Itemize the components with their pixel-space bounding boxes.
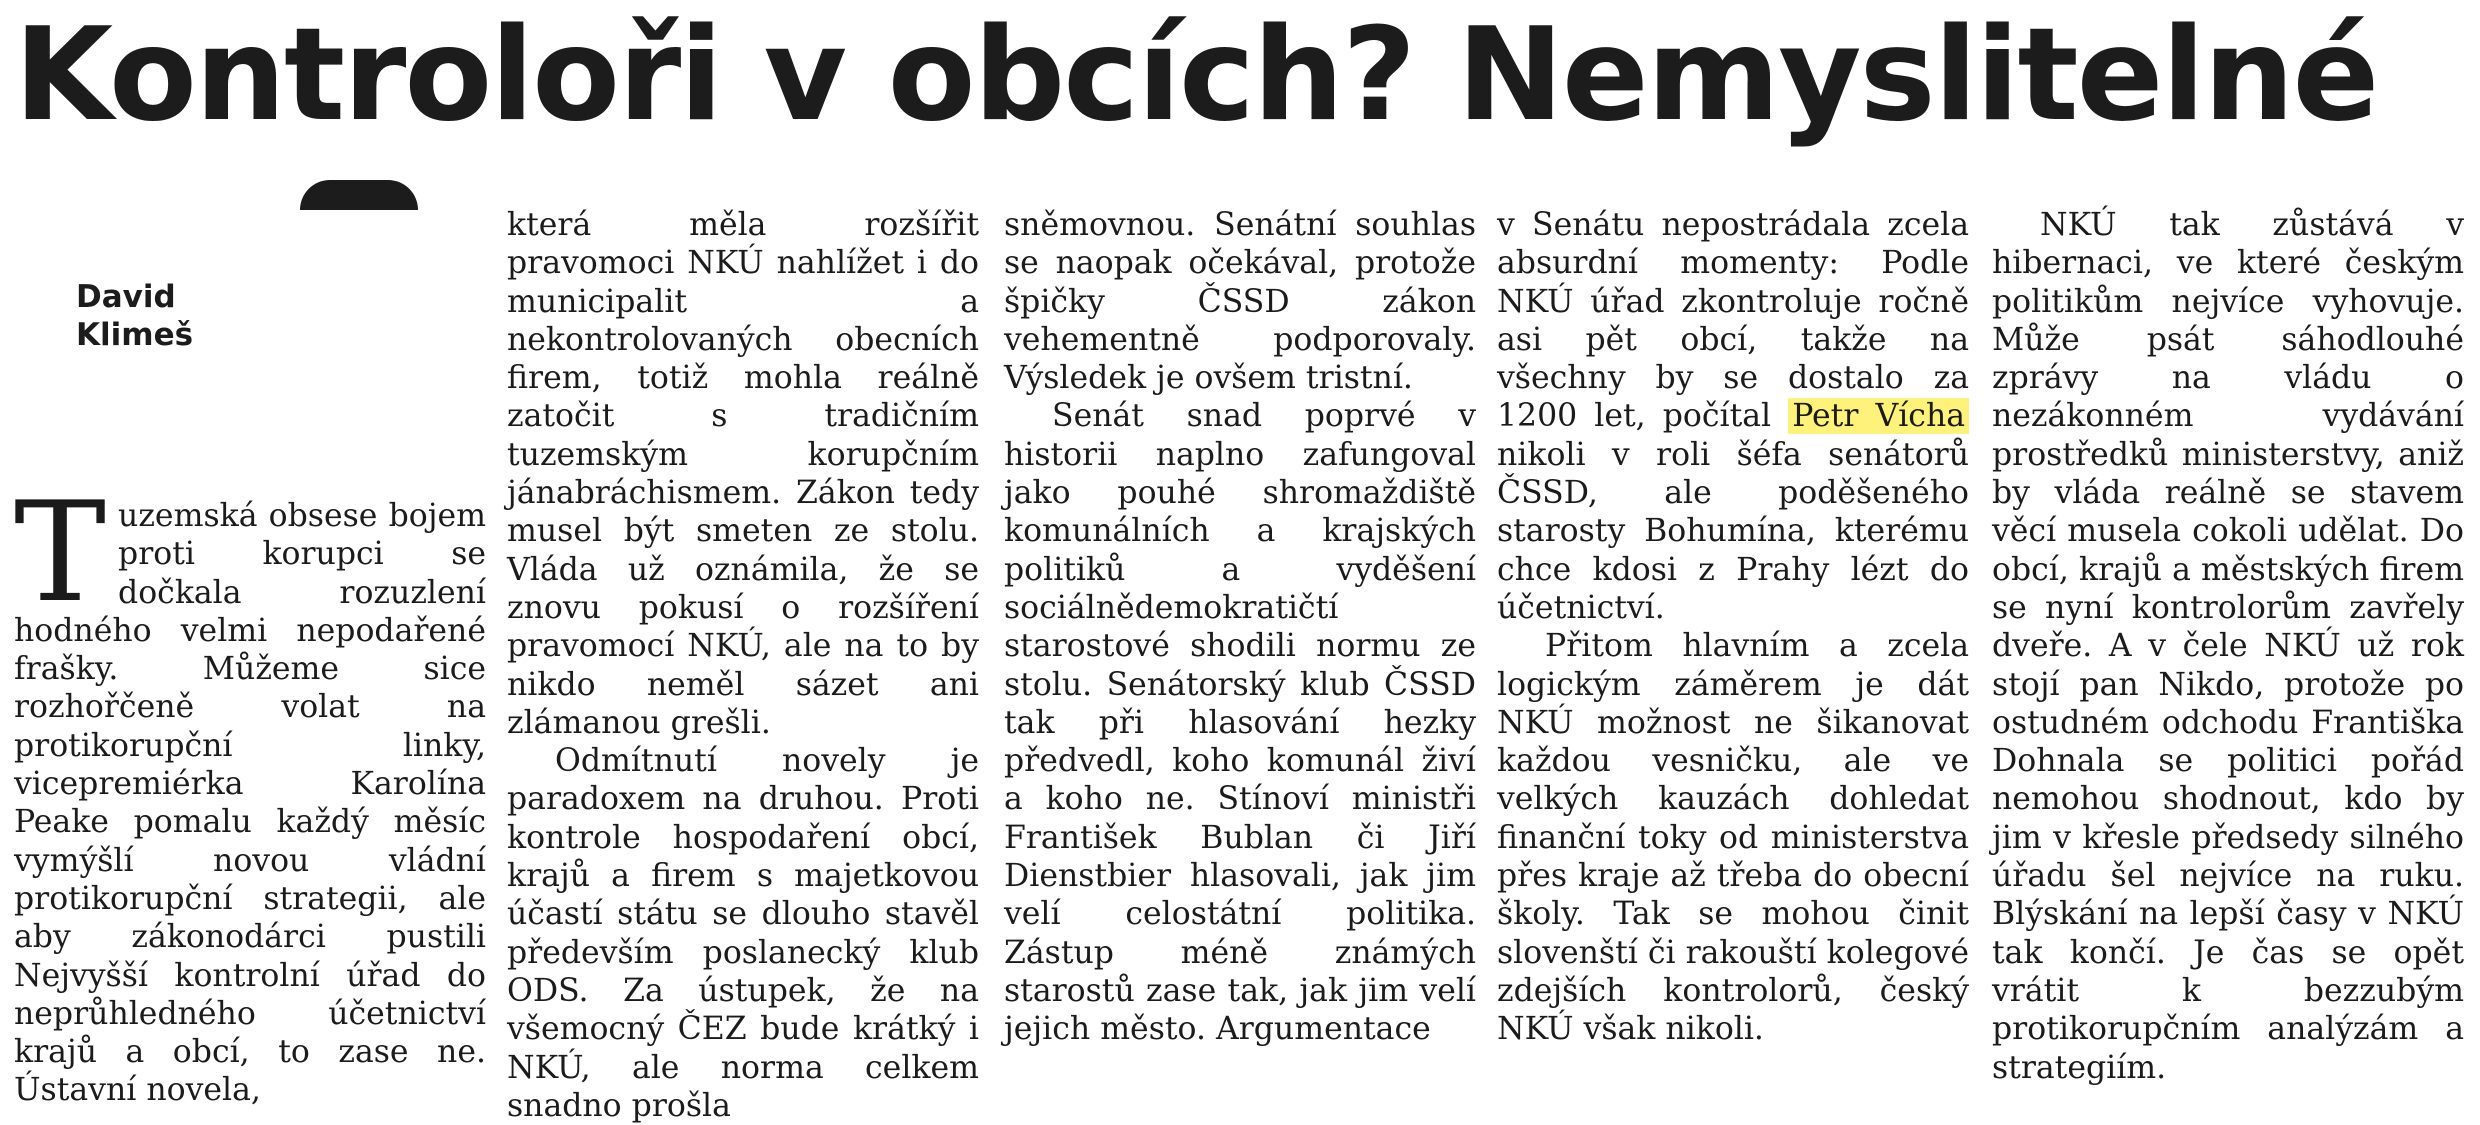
author-first-name: David xyxy=(76,279,176,315)
paragraph-text: nikoli v roli šéfa senátorů ČSSD, ale poděšeného starosty Bohumína, kterému chce kdosi z Prahy lézt do účetnictví. xyxy=(1497,436,1969,626)
author-byline xyxy=(76,278,296,354)
paragraph: Odmítnutí novely je paradoxem na druhou. Proti kontrole hospodaření obcí, krajů a firem s majetkovou účastí státu se dlouho stavěl především poslanecký klub ODS. Za ústupek, že na všemocný ČEZ bude krátký i NKÚ, ale norma celkem snadno prošla xyxy=(507,743,979,1124)
headline: Kontroloři v obcích? Nemyslitelné xyxy=(14,1,2378,150)
paragraph xyxy=(1497,206,1969,627)
headline-ornament xyxy=(300,180,418,210)
drop-cap: T xyxy=(14,472,107,633)
paragraph: NKÚ tak zůstává v hibernaci, ve které českým politikům nejvíce vyhovuje. Může psát sáhodlouhé zprávy na vládu o nezákonném vydávání prostředků ministerstvy, aniž by vláda reálně se stavem věcí musela cokoli udělat. Do obcí, krajů a městských firem se nyní kontrolorům zavřely dveře. A v čele NKÚ už rok stojí pan Nikdo, protože po ostudném odchodu Františka Dohnala se politici pořád nemohou shodnout, kdo by jim v křesle předsedy silného úřadu šel nejvíce na ruku. Blýskání na lepší časy v NKÚ tak končí. Je čas se opět vrátit k bezzubým protikorupčním analýzám a strategiím. xyxy=(1992,207,2464,1086)
article-column-3 xyxy=(1004,206,1476,1049)
paragraph: sněmovnou. Senátní souhlas se naopak očekával, protože špičky ČSSD zákon vehementně podporovaly. Výsledek je ovšem tristní. xyxy=(1004,207,1476,397)
author-last-name: Klimeš xyxy=(76,317,194,353)
paragraph xyxy=(14,472,486,1110)
paragraph: která měla rozšířit pravomoci NKÚ nahlížet i do municipalit a nekontrolovaných obecních firem, totiž mohla reálně zatočit s tradičním tuzemským korupčním jánabráchismem. Zákon tedy musel být smeten ze stolu. Vláda už oznámila, že se znovu pokusí o rozšíření pravomocí NKÚ, ale na to by nikdo neměl sázet ani zlámanou grešli. xyxy=(507,207,979,741)
highlighted-name: Petr Vícha xyxy=(1788,398,1969,434)
paragraph-text: uzemská obsese bojem proti korupci se dočkala rozuzlení hodného velmi nepodařené frašky. Můžeme sice rozhořčeně volat na protikorupční linky, vicepremiérka Karolína Peake pomalu každý měsíc vymýšlí novou vládní protikorupční strategii, ale aby zákonodárci pustili Nejvyšší kontrolní úřad do neprůhledného účetnictví krajů a obcí, to zase ne. Ústavní novela, xyxy=(14,498,486,1109)
article-column-5 xyxy=(1992,206,2464,1087)
paragraph: Přitom hlavním a zcela logickým záměrem je dát NKÚ možnost ne šikanovat každou vesničku, ale ve velkých kauzách dohledat finanční toky od ministerstva přes kraje až třeba do obecní školy. Tak se mohou činit slovenští či rakouští kolegové zdejších kontrolorů, český NKÚ však nikoli. xyxy=(1497,628,1969,1048)
article-column-4 xyxy=(1497,206,1969,1049)
paragraph: Senát snad poprvé v historii naplno zafungoval jako pouhé shromaždiště komunálních a krajských politiků a vyděšení sociálnědemokratičtí starostové shodili normu ze stolu. Senátorský klub ČSSD tak při hlasování hezky předvedl, koho komunál živí a koho ne. Stínoví ministři František Bublan či Jiří Dienstbier hlasovali, jak jim velí celostátní politika. Zástup méně známých starostů zase tak, jak jim velí jejich město. Argumentace xyxy=(1004,398,1476,1048)
paragraph-text: v Senátu nepostrádala zcela absurdní momenty: Podle NKÚ úřad zkontroluje ročně asi pět obcí, takže na všechny by se dostalo za 1200 let, počítal xyxy=(1497,207,1969,435)
article-column-2 xyxy=(507,206,979,1125)
article-column-1 xyxy=(14,472,486,1110)
